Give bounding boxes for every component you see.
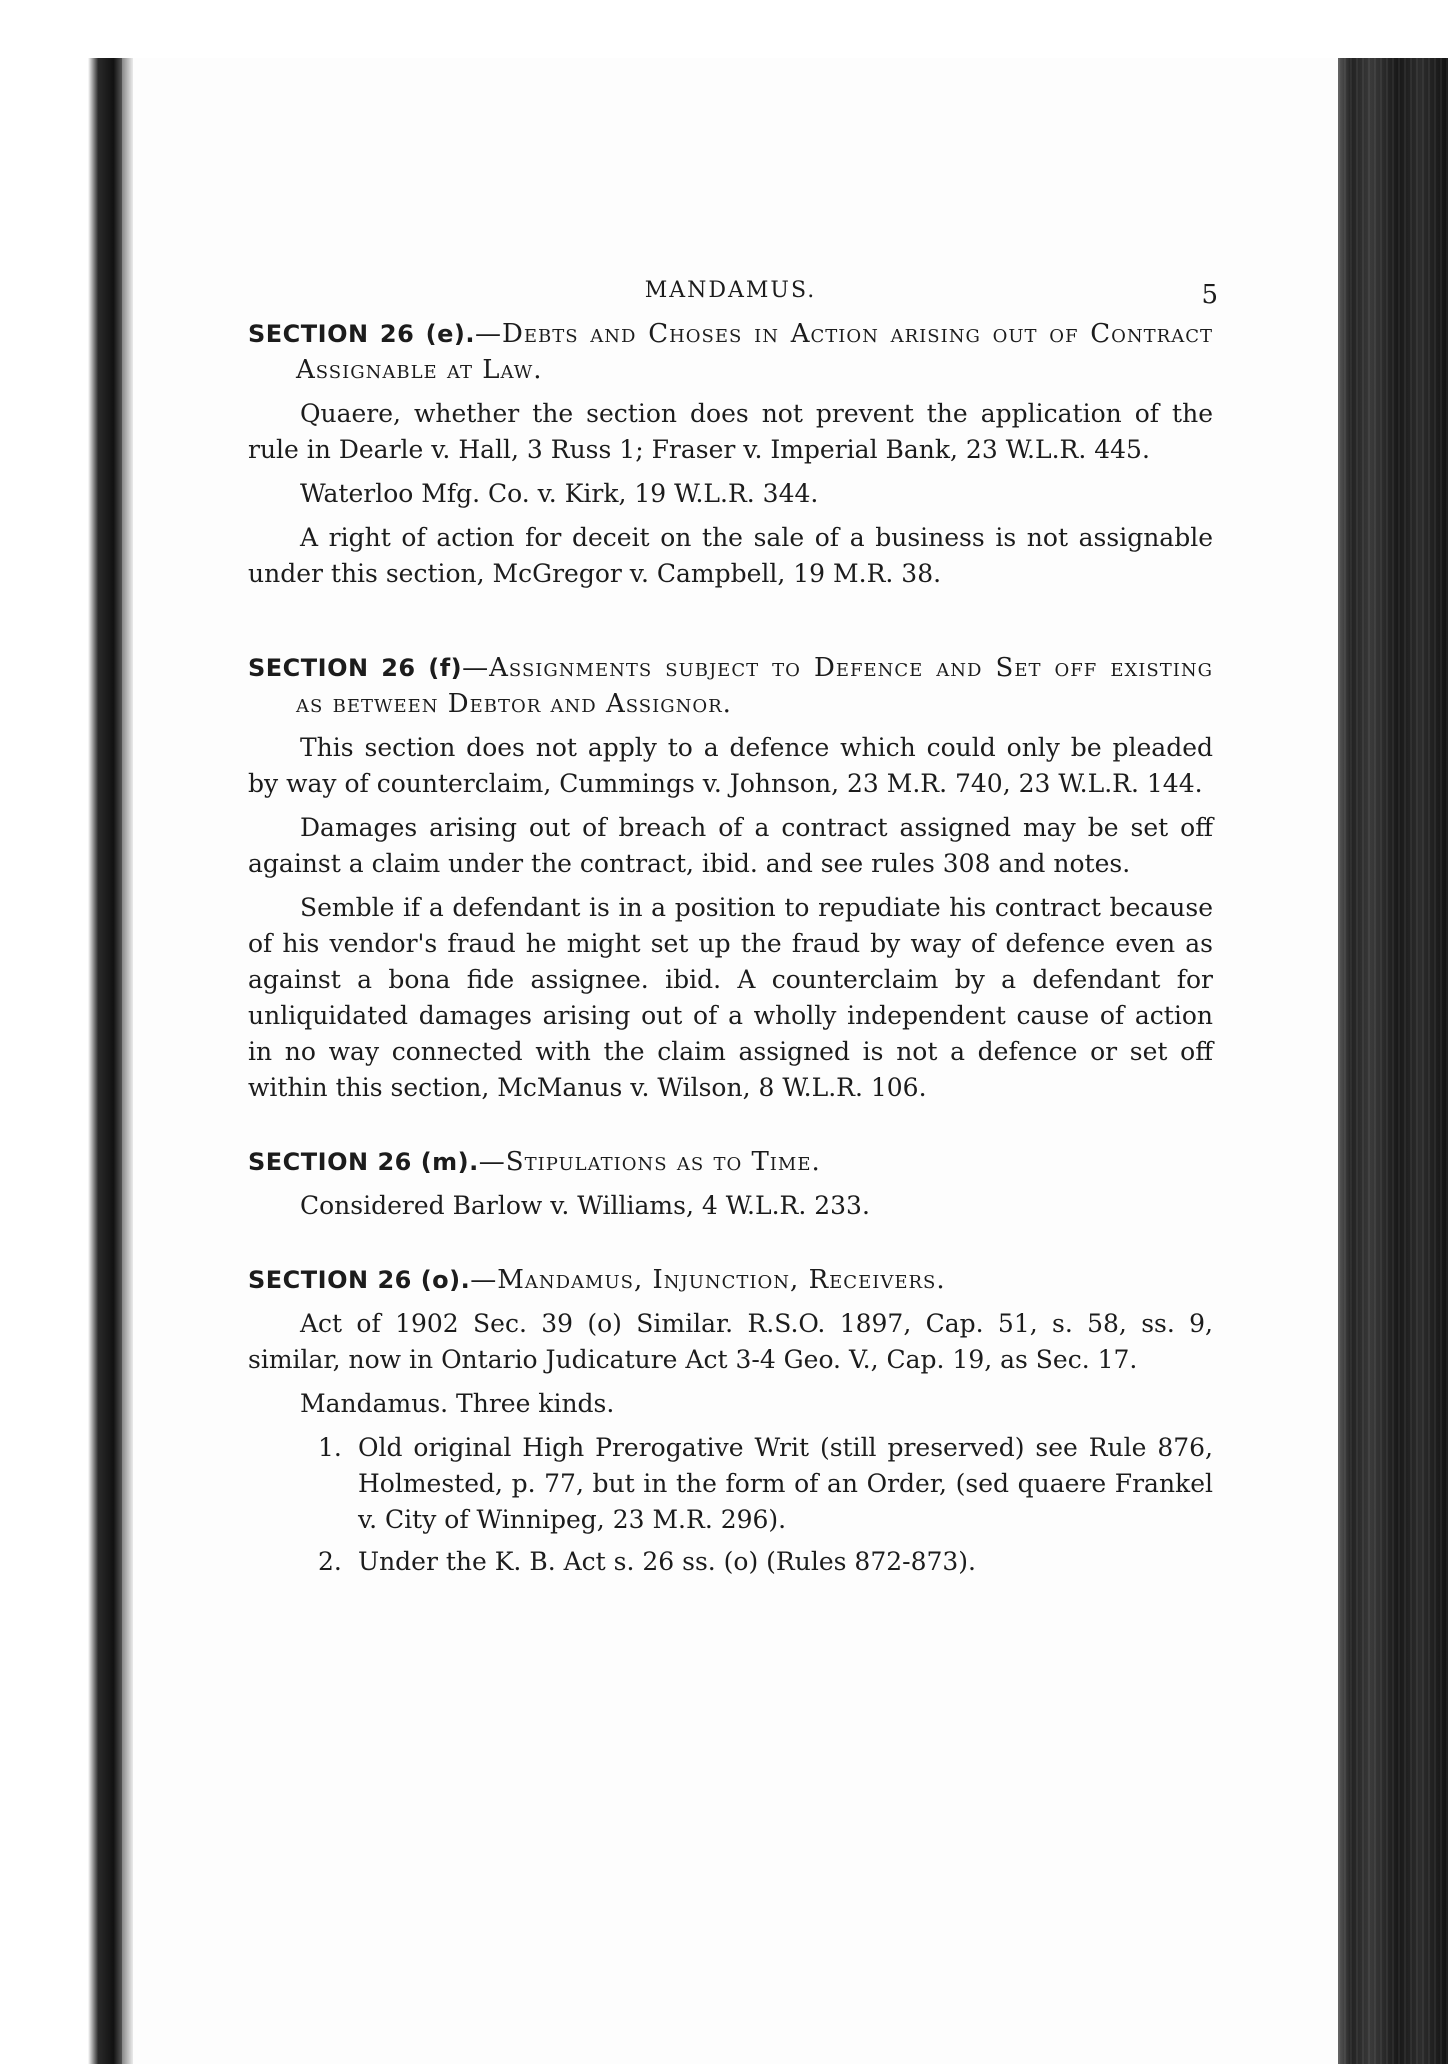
- running-title: MANDAMUS.: [644, 278, 817, 303]
- book-page: [133, 58, 1338, 2064]
- section-26-o: [248, 1262, 1213, 1580]
- section-title: —Stipulations as to Time.: [478, 1147, 821, 1177]
- section-heading: [248, 316, 1213, 388]
- section-title: —Debts and Choses in Action arising out of Contract Assignable at Law.: [296, 319, 1213, 385]
- section-label: SECTION 26 (o).: [248, 1266, 471, 1294]
- paragraph: Quaere, whether the section does not prevent the application of the rule in Dearle v. Hall, 3 Russ 1; Fraser v. Imperial Bank, 23 W.L.R. 445.: [248, 399, 1213, 464]
- mandamus-kinds-list: [248, 1430, 1213, 1580]
- list-number: 1.: [318, 1433, 342, 1462]
- section-heading: [248, 1144, 1213, 1180]
- list-item: [248, 1430, 1213, 1538]
- section-label: SECTION 26 (f): [248, 654, 463, 682]
- section-label: SECTION 26 (m).: [248, 1148, 479, 1176]
- section-title: —Mandamus, Injunction, Receivers.: [470, 1265, 946, 1295]
- book-page-edges-right: [1338, 58, 1448, 2064]
- paragraph: Damages arising out of breach of a contract assigned may be set off against a claim under the contract, ibid. and see rules 308 and notes.: [248, 813, 1213, 878]
- section-heading: [248, 650, 1213, 722]
- paragraph: Waterloo Mfg. Co. v. Kirk, 19 W.L.R. 344.: [300, 479, 819, 508]
- running-header: [248, 268, 1218, 316]
- page-number: 5: [1201, 280, 1218, 310]
- section-heading: [248, 1262, 1213, 1298]
- list-item: [248, 1544, 1213, 1580]
- section-label: SECTION 26 (e).: [248, 320, 475, 348]
- paragraph: Mandamus. Three kinds.: [300, 1389, 615, 1418]
- list-text: Under the K. B. Act s. 26 ss. (o) (Rules 872-873).: [358, 1547, 977, 1576]
- paragraph: Semble if a defendant is in a position to repudiate his contract because of his vendor's fraud he might set up the fraud by way of defence even as against a bona fide assignee. ibid. A counterclaim by a defendant for unliquidated damages arising out of a wholly independent cause of action in no way connected with the claim assigned is not a defence or set off within this section, McManus v. Wilson, 8 W.L.R. 106.: [248, 893, 1213, 1102]
- section-26-e: [248, 316, 1213, 592]
- page-content: [248, 268, 1218, 1580]
- list-number: 2.: [318, 1547, 342, 1576]
- section-26-f: [248, 650, 1213, 1106]
- book-spine-left: [88, 58, 122, 2064]
- paragraph: This section does not apply to a defence which could only be pleaded by way of counterclaim, Cummings v. Johnson, 23 M.R. 740, 23 W.L.R. 144.: [248, 733, 1213, 798]
- section-26-m: [248, 1144, 1213, 1224]
- section-title: —Assignments subject to Defence and Set off existing as between Debtor and Assignor.: [296, 653, 1213, 719]
- paragraph: Considered Barlow v. Williams, 4 W.L.R. 233.: [300, 1191, 870, 1220]
- paragraph: Act of 1902 Sec. 39 (o) Similar. R.S.O. 1897, Cap. 51, s. 58, ss. 9, similar, now in Ontario Judicature Act 3-4 Geo. V., Cap. 19, as Sec. 17.: [248, 1309, 1213, 1374]
- paragraph: A right of action for deceit on the sale of a business is not assignable under this section, McGregor v. Campbell, 19 M.R. 38.: [248, 523, 1213, 588]
- list-text: Old original High Prerogative Writ (still preserved) see Rule 876, Holmested, p. 77, but in the form of an Order, (sed quaere Frankel v. City of Winnipeg, 23 M.R. 296).: [358, 1433, 1213, 1534]
